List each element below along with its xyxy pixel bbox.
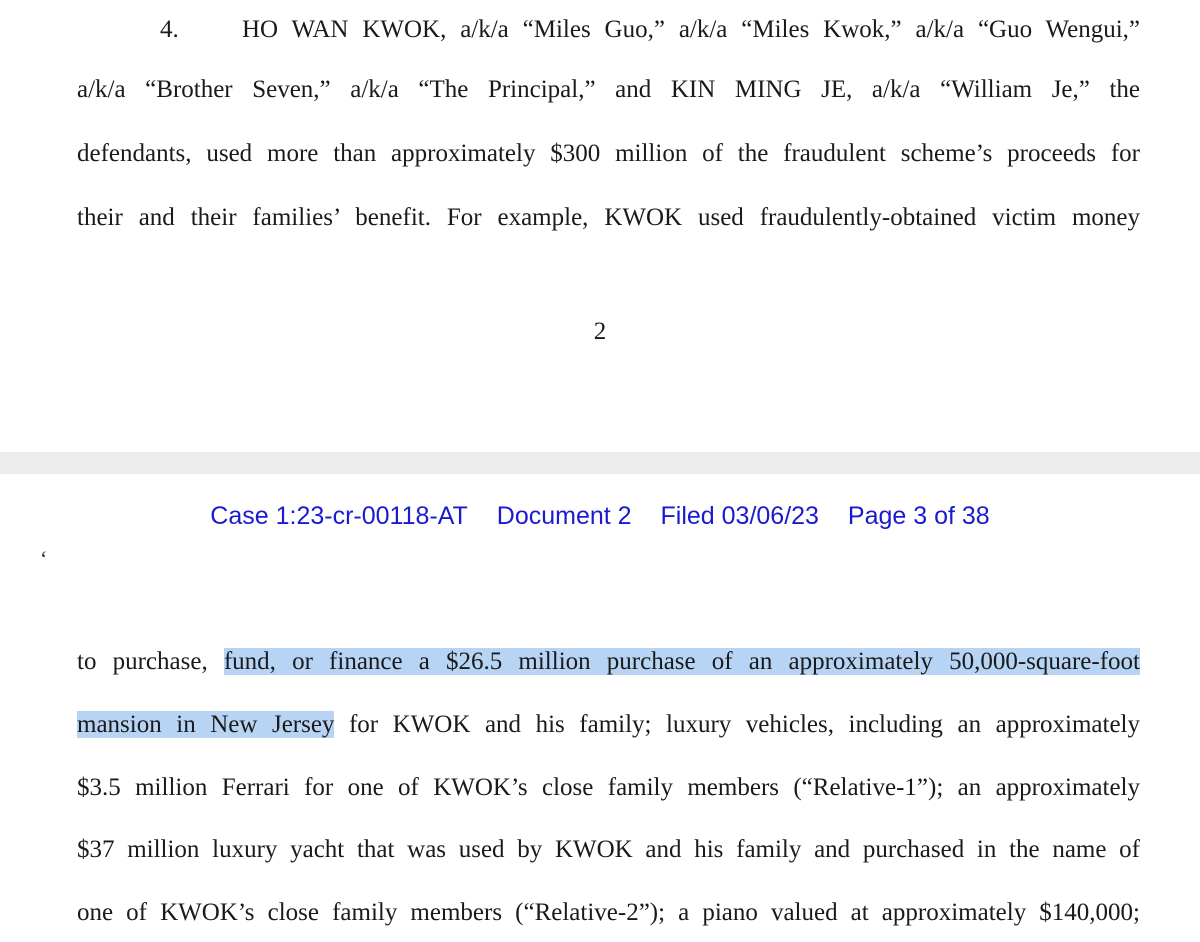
body-line-2 (77, 711, 1140, 739)
paragraph-number: 4. (160, 16, 179, 43)
document-page-top (0, 0, 1200, 452)
stray-mark: ‘ (40, 546, 48, 571)
body-line-5: one of KWOK’s close family members (“Relative-2”); a piano valued at approximately $140,000; (77, 899, 1140, 926)
page-count: Page 3 of 38 (847, 502, 990, 530)
filed-date: Filed 03/06/23 (660, 502, 819, 530)
body-line-2-rest: for KWOK and his family; luxury vehicles, including an approximately (334, 711, 1140, 738)
paragraph-line-4: their and their families’ benefit. For example, KWOK used fraudulently-obtained victim money (77, 204, 1140, 231)
case-number: Case 1:23-cr-00118-AT (210, 502, 468, 530)
page-number: 2 (593, 318, 607, 345)
document-page-bottom (0, 474, 1200, 942)
paragraph-line-2: a/k/a “Brother Seven,” a/k/a “The Principal,” and KIN MING JE, a/k/a “William Je,” the (77, 76, 1140, 103)
body-line-4: $37 million luxury yacht that was used by KWOK and his family and purchased in the name of (77, 836, 1140, 863)
body-line-3: $3.5 million Ferrari for one of KWOK’s close family members (“Relative-1”); an approximately (77, 774, 1140, 801)
paragraph-line-1: HO WAN KWOK, a/k/a “Miles Guo,” a/k/a “Miles Kwok,” a/k/a “Guo Wengui,” (242, 16, 1140, 43)
body-line-1 (77, 648, 1140, 676)
body-line-1-prefix: to purchase, (77, 648, 224, 675)
ecf-header-stamp (0, 502, 1200, 531)
document-number: Document 2 (496, 502, 632, 530)
highlighted-text-1[interactable]: fund, or finance a $26.5 million purchase of an approximately 50,000-square-foot (223, 648, 1140, 675)
page-separator (0, 452, 1200, 474)
paragraph-line-3: defendants, used more than approximately $300 million of the fraudulent scheme’s proceeds for (77, 140, 1140, 167)
highlighted-text-2[interactable]: mansion in New Jersey (77, 711, 335, 738)
